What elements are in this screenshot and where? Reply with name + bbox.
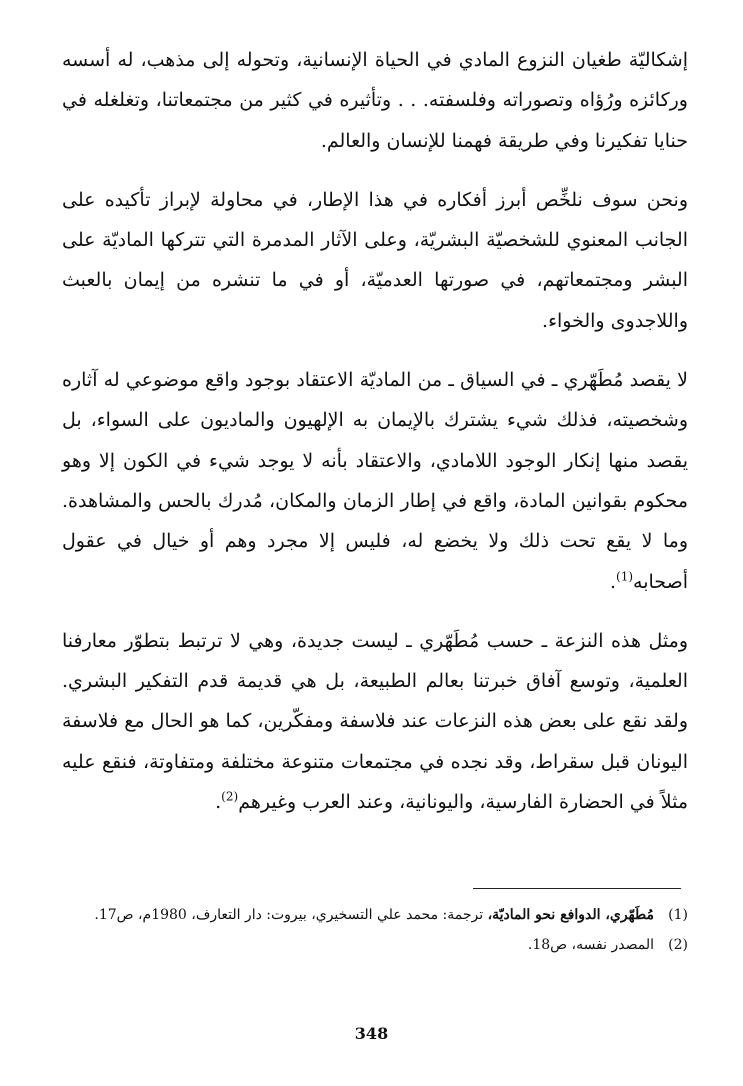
paragraph-3 — [62, 360, 688, 602]
footnote-1-text — [62, 900, 654, 930]
main-text — [62, 40, 688, 822]
footnote-2-text — [62, 930, 654, 960]
footnote-2 — [62, 930, 688, 960]
footnote-1-title: مُطَهّري، الدوافع نحو الماديّة، — [487, 907, 654, 923]
paragraph-2-text: ونحن سوف نلخِّص أبرز أفكاره في هذا الإطار، في محاولة لإبراز تأكيده على الجانب المعنوي للشخصيّة البشريّة، وعلى الآثار المدمرة التي تتركها الماديّة على البشر ومجتمعاتهم، في صورتها العدميّة، أو في ما تنشره من إيمان بالعبث واللاجدوى والخواء. — [62, 188, 688, 332]
paragraph-4 — [62, 621, 688, 822]
footnote-1-number: (1) — [668, 907, 688, 923]
paragraph-3-end: . — [609, 570, 617, 593]
paragraph-4-end: . — [215, 791, 222, 814]
paragraph-4-text: ومثل هذه النزعة ـ حسب مُطَهّري ـ ليست جديدة، وهي لا ترتبط بتطوّر معارفنا العلمية، وتوسع آفاق خبرتنا بعالم الطبيعة، بل هي قديمة قدم التفكير البشري. ولقد نقع على بعض هذه النزعات عند فلاسفة ومفكّرين، كما هو الحال مع فلاسفة اليونان قبل سقراط، وقد نجده في مجتمعات متنوعة مختلفة ومتفاوتة، فنقع عليه مثلاً في الحضارة الفارسية، واليونانية، وعند العرب وغيرهم — [62, 629, 688, 814]
paragraph-2 — [62, 180, 688, 341]
footnotes — [62, 900, 688, 960]
paragraph-3-text: لا يقصد مُطَهّري ـ في السياق ـ من الماديّة الاعتقاد بوجود واقع موضوعي له آثاره وشخصيته، فذلك شيء يشترك بالإيمان به الإلهيون والماديون على السواء، بل يقصد منها إنكار الوجود اللامادي، والاعتقاد بأنه لا يوجد شيء في الكون إلا وهو محكوم بقوانين المادة، واقع في إطار الزمان والمكان، مُدرك بالحس والمشاهدة. وما لا يقع تحت ذلك ولا يخضع له، فليس إلا مجرد وهم أو خيال في عقول أصحابه — [62, 369, 688, 593]
footnote-divider — [473, 888, 681, 889]
footnote-mark-1[interactable]: (1) — [616, 569, 634, 584]
paragraph-1-text: إشكاليّة طغيان النزوع المادي في الحياة الإنسانية، وتحوله إلى مذهب، له أسسه وركائزه ورُؤاه وتصوراته وفلسفته. . . وتأثيره في كثير من مجتمعاتنا، وتغلغله في حنايا تفكيرنا وفي طريقة فهمنا للإنسان والعالم. — [62, 49, 688, 152]
paragraph-1 — [62, 40, 688, 161]
footnote-mark-2[interactable]: (2) — [221, 789, 239, 804]
footnote-1 — [62, 900, 688, 930]
footnote-1-citation: ترجمة: محمد علي التسخيري، بيروت: دار التعارف، 1980م، ص17. — [94, 907, 488, 923]
footnote-2-citation: المصدر نفسه، ص18. — [527, 937, 654, 953]
page-number: 348 — [354, 1024, 389, 1043]
footnote-2-number: (2) — [668, 937, 688, 953]
